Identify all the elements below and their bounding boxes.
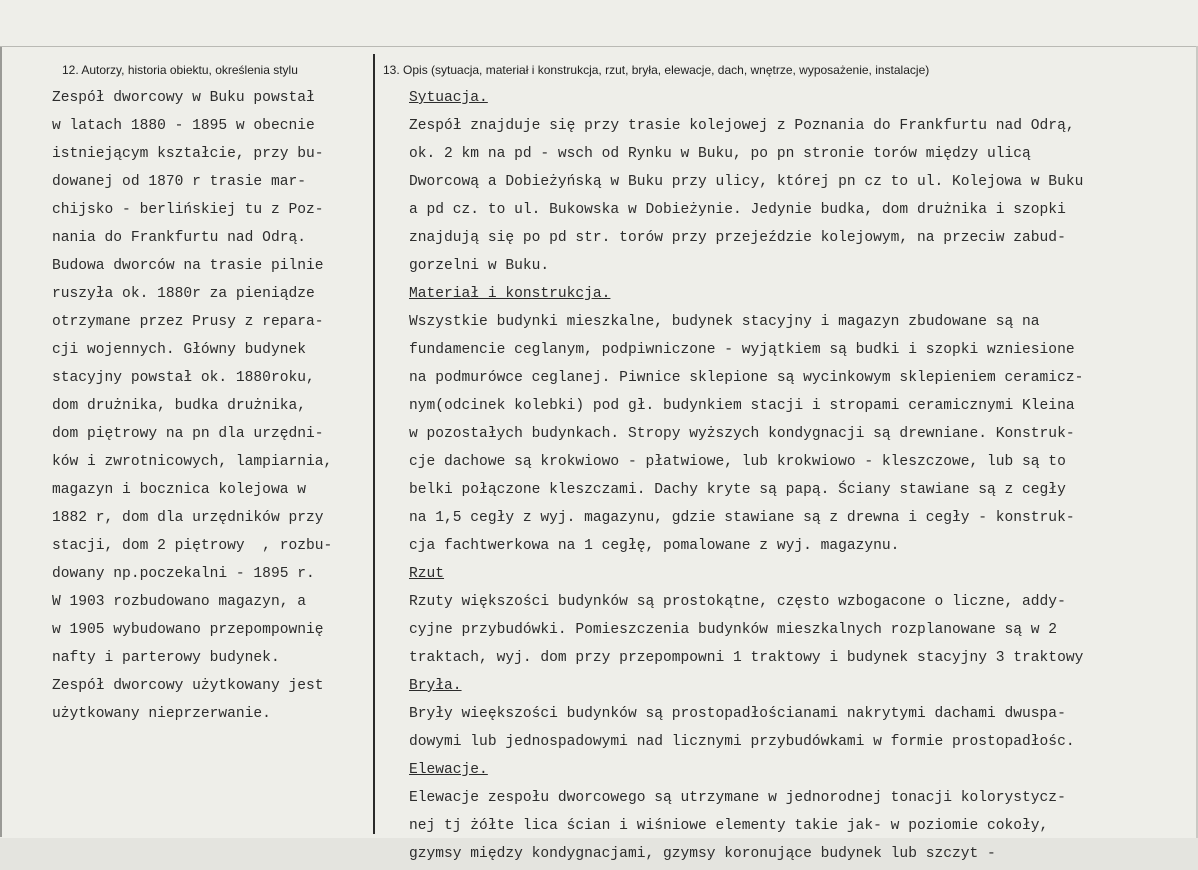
description-text-line: ok. 2 km na pd - wsch od Rynku w Buku, po pn stronie torów między ulicą bbox=[409, 146, 1031, 162]
history-text-line: chijsko - berlińskiej tu z Poz- bbox=[52, 202, 324, 218]
history-text-line: dom drużnika, budka drużnika, bbox=[52, 398, 306, 414]
description-text-line: Zespół znajduje się przy trasie kolejowej z Poznania do Frankfurtu nad Odrą, bbox=[409, 118, 1075, 134]
history-text-line: ruszyła ok. 1880r za pieniądze bbox=[52, 286, 315, 302]
left-border bbox=[0, 47, 2, 837]
description-text-line: belki połączone kleszczami. Dachy kryte są papą. Ściany stawiane są z cegły bbox=[409, 482, 1066, 498]
description-text-line: na 1,5 cegły z wyj. magazynu, gdzie stawiane są z drewna i cegły - konstruk- bbox=[409, 510, 1075, 526]
description-text-line: Elewacje zespołu dworcowego są utrzymane w jednorodnej tonacji kolorystycz- bbox=[409, 790, 1066, 806]
history-text-line: Budowa dworców na trasie pilnie bbox=[52, 258, 324, 274]
description-text-line: w pozostałych budynkach. Stropy wyższych kondygnacji są drewniane. Konstruk- bbox=[409, 426, 1075, 442]
description-text-line: Wszystkie budynki mieszkalne, budynek stacyjny i magazyn zbudowane są na bbox=[409, 314, 1040, 330]
section-heading: Sytuacja. bbox=[409, 90, 488, 106]
history-text-line: otrzymane przez Prusy z repara- bbox=[52, 314, 324, 330]
description-text-line: a pd cz. to ul. Bukowska w Dobieżynie. Jedynie budka, dom drużnika i szopki bbox=[409, 202, 1066, 218]
section-12-header: 12. Autorzy, historia obiektu, określenia stylu bbox=[62, 63, 298, 77]
history-text-line: ków i zwrotnicowych, lampiarnia, bbox=[52, 454, 333, 470]
section-heading: Rzut bbox=[409, 566, 445, 582]
history-text-line: stacji, dom 2 piętrowy , rozbu- bbox=[52, 538, 333, 554]
column-divider bbox=[373, 54, 375, 834]
history-text-line: stacyjny powstał ok. 1880roku, bbox=[52, 370, 315, 386]
description-text-line: cje dachowe są krokwiowo - płatwiowe, lub krokwiowo - kleszczowe, lub są to bbox=[409, 454, 1066, 470]
description-text-line: Bryły wieększości budynków są prostopadłościanami nakrytymi dachami dwuspa- bbox=[409, 706, 1066, 722]
description-text-line: na podmurówce ceglanej. Piwnice sklepione są wycinkowym sklepieniem ceramicz- bbox=[409, 370, 1084, 386]
history-text-line: użytkowany nieprzerwanie. bbox=[52, 706, 271, 722]
description-text-line: traktach, wyj. dom przy przepompowni 1 traktowy i budynek stacyjny 3 traktowy bbox=[409, 650, 1084, 666]
history-text-line: cji wojennych. Główny budynek bbox=[52, 342, 306, 358]
description-text-line: fundamencie ceglanym, podpiwniczone - wyjątkiem są budki i szopki wzniesione bbox=[409, 342, 1075, 358]
history-text-line: nania do Frankfurtu nad Odrą. bbox=[52, 230, 306, 246]
history-text-line: W 1903 rozbudowano magazyn, a bbox=[52, 594, 306, 610]
history-text-line: Zespół dworcowy użytkowany jest bbox=[52, 678, 324, 694]
description-text-line: Dworcową a Dobieżyńską w Buku przy ulicy, której pn cz to ul. Kolejowa w Buku bbox=[409, 174, 1084, 190]
history-text-line: dowany np.poczekalni - 1895 r. bbox=[52, 566, 315, 582]
history-text-line: Zespół dworcowy w Buku powstał bbox=[52, 90, 315, 106]
history-text-line: dowanej od 1870 r trasie mar- bbox=[52, 174, 306, 190]
description-text-line: dowymi lub jednospadowymi nad licznymi przybudówkami w formie prostopadłośc. bbox=[409, 734, 1075, 750]
history-text-line: w latach 1880 - 1895 w obecnie bbox=[52, 118, 315, 134]
section-13-header: 13. Opis (sytuacja, materiał i konstrukcja, rzut, bryła, elewacje, dach, wnętrze, wyposażenie, instalacje) bbox=[383, 63, 930, 77]
description-text-line: znajdują się po pd str. torów przy przejeździe kolejowym, na przeciw zabud- bbox=[409, 230, 1066, 246]
history-text-line: istniejącym kształcie, przy bu- bbox=[52, 146, 324, 162]
history-text-line: nafty i parterowy budynek. bbox=[52, 650, 280, 666]
top-rule bbox=[0, 46, 1198, 47]
history-text-line: w 1905 wybudowano przepompownię bbox=[52, 622, 324, 638]
history-text-line: 1882 r, dom dla urzędników przy bbox=[52, 510, 324, 526]
history-text-line: magazyn i bocznica kolejowa w bbox=[52, 482, 306, 498]
description-text-column bbox=[409, 84, 1196, 868]
description-text-line: nej tj żółte lica ścian i wiśniowe elementy takie jak- w poziomie cokoły, bbox=[409, 818, 1049, 834]
description-text-line: cyjne przybudówki. Pomieszczenia budynków mieszkalnych rozplanowane są w 2 bbox=[409, 622, 1058, 638]
description-text-line: cja fachtwerkowa na 1 cegłę, pomalowane z wyj. magazynu. bbox=[409, 538, 900, 554]
history-text-line: dom piętrowy na pn dla urzędni- bbox=[52, 426, 324, 442]
section-heading: Elewacje. bbox=[409, 762, 488, 778]
description-text-line: Rzuty większości budynków są prostokątne, często wzbogacone o liczne, addy- bbox=[409, 594, 1066, 610]
description-text-line: gorzelni w Buku. bbox=[409, 258, 550, 274]
description-text-line: nym(odcinek kolebki) pod gł. budynkiem stacji i stropami ceramicznymi Kleina bbox=[409, 398, 1075, 414]
section-heading: Materiał i konstrukcja. bbox=[409, 286, 611, 302]
description-text-line: gzymsy między kondygnacjami, gzymsy koronujące budynek lub szczyt - bbox=[409, 846, 996, 862]
history-text-column bbox=[52, 84, 332, 728]
section-heading: Bryła. bbox=[409, 678, 462, 694]
